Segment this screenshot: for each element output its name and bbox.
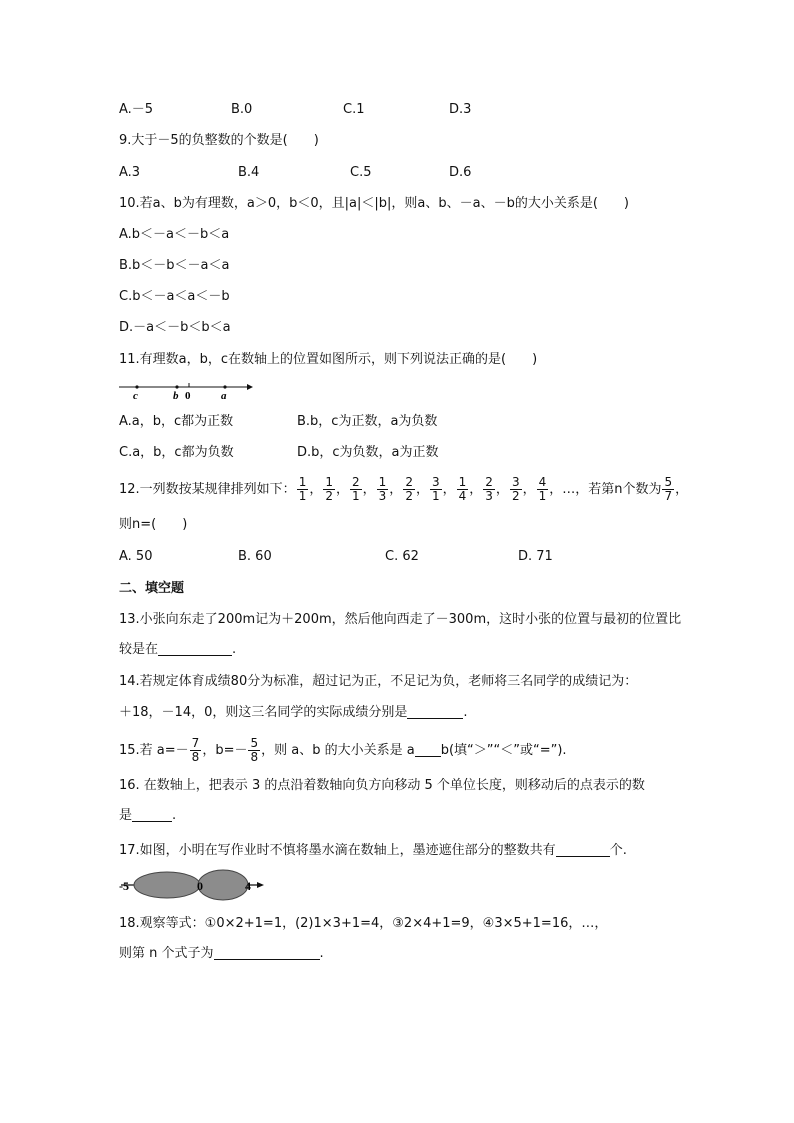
q12-fraction-numerator: 1	[378, 475, 387, 489]
q15-b-numerator: 5	[250, 736, 259, 750]
q12-fraction-numerator: 1	[325, 475, 333, 489]
q11-point-b	[175, 385, 178, 388]
q8-option-d: D.3	[449, 102, 472, 117]
q14-line2-suffix: .	[463, 705, 468, 720]
q14-answer-blank[interactable]	[407, 704, 463, 719]
q12-fraction-numerator: 1	[298, 475, 307, 489]
q12-fraction-denominator: 2	[405, 489, 413, 503]
q10-option-d: D.－a＜－b＜b＜a	[119, 320, 231, 335]
q11-number-line	[119, 378, 259, 404]
q15-b-denominator: 8	[250, 750, 259, 764]
q12-fraction	[537, 476, 549, 503]
q15-a-fraction	[190, 737, 202, 764]
q13-line1: 13.小张向东走了200m记为＋200m，然后他向西走了－300m，这时小张的位置与最初的位置比	[119, 612, 682, 627]
q18-line2-suffix: .	[319, 946, 324, 961]
q8-option-a: A.－5	[119, 102, 154, 117]
q14-line1: 14.若规定体育成绩80分为标准，超过记为正，不足记为负，老师将三名同学的成绩记为：	[119, 674, 638, 689]
q16-line2-prefix: 是	[119, 808, 133, 823]
q12-fraction-denominator: 2	[511, 489, 520, 503]
q12-fraction	[457, 476, 469, 503]
q17-axis-arrow	[257, 882, 264, 888]
q15-text1: ，则 a、b 的大小关系是 a	[261, 743, 415, 758]
q12-stem-prefix: 12.一列数按某规律排列如下：	[119, 482, 296, 497]
q10-option-c: C.b＜－a＜a＜－b	[119, 289, 230, 304]
q12-line2: 则n=( )	[119, 517, 188, 532]
q15-prefix: 15.若 a=－	[119, 743, 189, 758]
q11-point-c	[135, 385, 138, 388]
q12-fraction-denominator: 1	[431, 489, 440, 503]
q10-stem: 10.若a、b为有理数，a＞0，b＜0，且|a|＜|b|，则a、b、－a、－b的大小关系是( )	[119, 196, 629, 211]
q18-line2	[119, 945, 324, 963]
q12-fraction-numerator: 2	[405, 475, 413, 489]
q8-option-b: B.0	[231, 102, 253, 117]
q12-fraction	[403, 476, 415, 503]
q17-label-0: 0	[197, 879, 203, 893]
q14-line2-prefix: ＋18，－14，0，则这三名同学的实际成绩分别是	[119, 705, 408, 720]
q12-fraction-numerator: 2	[352, 475, 360, 489]
q9-stem: 9.大于－5的负整数的个数是( )	[119, 133, 319, 148]
q12-fraction-denominator: 1	[352, 489, 360, 503]
q12-stem-suffix: ，…，若第n个数为	[549, 482, 662, 497]
q12-fraction-denominator: 4	[458, 489, 467, 503]
q12-fraction	[510, 476, 522, 503]
q12-option-a: A. 50	[119, 549, 153, 564]
q11-label-a: a	[221, 390, 227, 402]
q16-line2	[119, 807, 176, 825]
q17-ink-blot-left	[134, 872, 200, 898]
q12-fraction	[483, 476, 495, 503]
q9-option-d: D.6	[449, 165, 472, 180]
q13-line2	[119, 641, 236, 659]
q8-option-c: C.1	[343, 102, 365, 117]
q13-line2-prefix: 较是在	[119, 642, 159, 657]
q11-point-a	[223, 385, 226, 388]
q12-target-numerator: 5	[664, 475, 673, 489]
q15-mid: ，b=－	[202, 743, 248, 758]
q9-option-b: B.4	[238, 165, 260, 180]
q11-option-c: C.a，b，c都为负数	[119, 445, 234, 460]
section-title-fill-in: 二、填空题	[119, 581, 185, 596]
q11-label-0: 0	[185, 390, 191, 402]
q11-label-c: c	[133, 390, 138, 402]
q17-ink-number-line	[119, 868, 269, 902]
q17-prefix: 17.如图，小明在写作业时不慎将墨水滴在数轴上，墨迹遮住部分的整数共有	[119, 843, 556, 858]
q15-a-denominator: 8	[191, 750, 200, 764]
q17-suffix: 个.	[609, 843, 627, 858]
q15-line	[119, 733, 567, 769]
q12-fraction-numerator: 3	[431, 475, 440, 489]
q11-option-d: D.b，c为负数，a为正数	[297, 445, 439, 460]
q10-option-b: B.b＜－b＜－a＜a	[119, 258, 230, 273]
q11-option-b: B.b，c为正数，a为负数	[297, 414, 438, 429]
q15-a-numerator: 7	[191, 736, 200, 750]
q9-option-a: A.3	[119, 165, 141, 180]
q18-line1: 18.观察等式：①0×2+1=1，(2)1×3+1=4，③2×4+1=9，④3×5+1=16，…，	[119, 916, 608, 931]
q14-line2	[119, 704, 468, 722]
q12-fraction-denominator: 3	[378, 489, 387, 503]
q16-answer-blank[interactable]	[132, 807, 172, 822]
q12-option-c: C. 62	[385, 549, 419, 564]
q17-answer-blank[interactable]	[556, 842, 610, 857]
q12-option-d: D. 71	[518, 549, 553, 564]
q18-answer-blank[interactable]	[214, 945, 320, 960]
q12-fraction-numerator: 3	[511, 475, 520, 489]
q12-fraction	[430, 476, 442, 503]
q12-fraction-numerator: 1	[458, 475, 467, 489]
q12-fraction-denominator: 2	[325, 489, 333, 503]
q12-fraction	[323, 476, 335, 503]
q18-line2-prefix: 则第 n 个式子为	[119, 946, 214, 961]
q12-fraction	[377, 476, 389, 503]
q12-stem: 12.一列数按某规律排列如下： $\frac{1}{1}$ ， $\frac{1}{2}$ ， $\frac{2}{1}$ ， $\frac{1}{3}$ ， $\frac{2}{2}$ ， $\frac{3}{1}$ ， $\frac{1}{4}$ ， $\frac{2}{3}$ ， $\frac{3}{2}$ ， $\frac{4}{1}$ ，…，若第n个数为 $\frac{5}{7}$ ，	[119, 475, 689, 503]
q12-fraction-denominator: 1	[298, 489, 307, 503]
q15-text2: b(填“＞”“＜”或“=”).	[440, 743, 567, 758]
q11-axis-arrow	[247, 384, 253, 390]
q12-fraction-denominator: 1	[538, 489, 547, 503]
q12-fraction	[297, 476, 309, 503]
q11-option-a: A.a，b，c都为正数	[119, 414, 234, 429]
q12-fraction-sequence: $\frac{1}{1}$ ， $\frac{1}{2}$ ， $\frac{2}{1}$ ， $\frac{1}{3}$ ， $\frac{2}{2}$ ， $\frac{3}{1}$ ， $\frac{1}{4}$ ， $\frac{2}{3}$ ， $\frac{3}{2}$ ， $\frac{4}{1}$	[298, 475, 547, 503]
q9-option-c: C.5	[350, 165, 372, 180]
q12-target-denominator: 7	[664, 489, 673, 503]
q11-label-b: b	[173, 390, 179, 402]
q16-line2-suffix: .	[172, 808, 177, 823]
q12-fraction-numerator: 2	[485, 475, 493, 489]
q17-ink-blot-right	[198, 870, 248, 900]
q12-fraction-denominator: 3	[485, 489, 493, 503]
q15-answer-blank[interactable]	[415, 742, 441, 757]
q12-fraction	[350, 476, 362, 503]
q15-b-fraction	[248, 737, 260, 764]
q12-option-b: B. 60	[238, 549, 272, 564]
q17-label-4: 4	[245, 879, 251, 893]
q12-target-fraction	[662, 476, 674, 503]
q17-label-neg5: -5	[119, 879, 129, 893]
q10-option-a: A.b＜－a＜－b＜a	[119, 227, 230, 242]
q12-fraction-numerator: 4	[538, 475, 547, 489]
q13-line2-suffix: .	[232, 642, 237, 657]
q16-line1: 16. 在数轴上，把表示 3 的点沿着数轴向负方向移动 5 个单位长度，则移动后的点表示的数	[119, 778, 645, 793]
q13-answer-blank[interactable]	[158, 641, 232, 656]
q17-line	[119, 842, 627, 860]
q11-stem: 11.有理数a，b，c在数轴上的位置如图所示，则下列说法正确的是( )	[119, 352, 538, 367]
